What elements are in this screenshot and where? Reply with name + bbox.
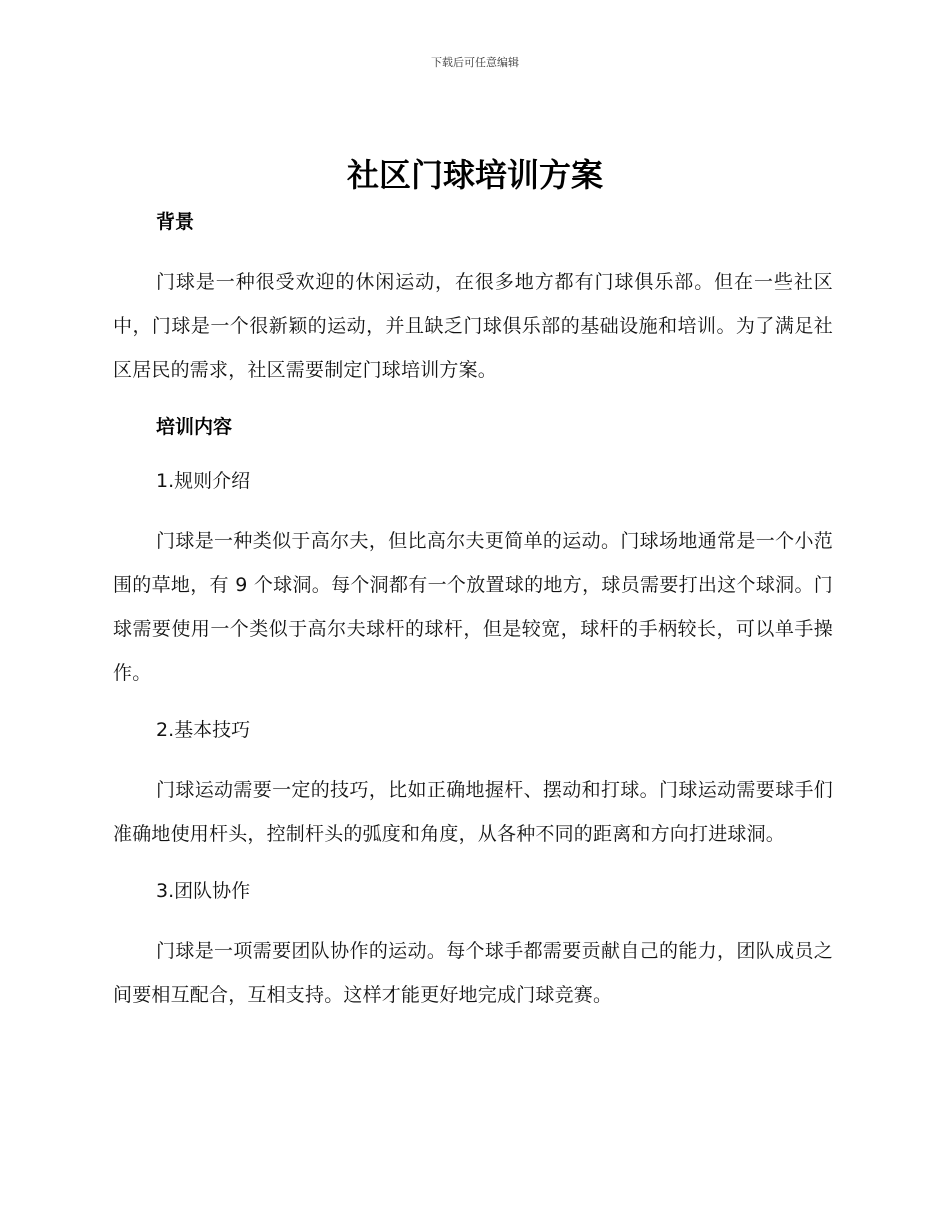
basic-skills-paragraph: 门球运动需要一定的技巧，比如正确地握杆、摆动和打球。门球运动需要球手们准确地使用杆头，控制杆头的弧度和角度，从各种不同的距离和方向打进球洞。 [113, 779, 833, 845]
background-paragraph: 门球是一种很受欢迎的休闲运动，在很多地方都有门球俱乐部。但在一些社区中，门球是一个很新颖的运动，并且缺乏门球俱乐部的基础设施和培训。为了满足社区居民的需求，社区需要制定门球培训方案。 [113, 271, 833, 381]
teamwork-paragraph: 门球是一项需要团队协作的运动。每个球手都需要贡献自己的能力，团队成员之间要相互配合，互相支持。这样才能更好地完成门球竞赛。 [113, 940, 833, 1006]
document-title: 社区门球培训方案 [346, 156, 603, 194]
subheading-basic-skills: 2.基本技巧 [156, 719, 251, 741]
section-heading-background: 背景 [156, 211, 195, 233]
section-heading-training: 培训内容 [156, 416, 233, 438]
rules-paragraph: 门球是一种类似于高尔夫，但比高尔夫更简单的运动。门球场地通常是一个小范围的草地，有 9 个球洞。每个洞都有一个放置球的地方，球员需要打出这个球洞。门球需要使用一个类似于高尔夫球杆的球杆，但是较宽，球杆的手柄较长，可以单手操作。 [113, 530, 833, 684]
subheading-rules: 1.规则介绍 [156, 470, 251, 492]
subheading-teamwork: 3.团队协作 [156, 880, 251, 902]
header-note: 下载后可任意编辑 [431, 56, 519, 69]
document-body [113, 206, 833, 1036]
